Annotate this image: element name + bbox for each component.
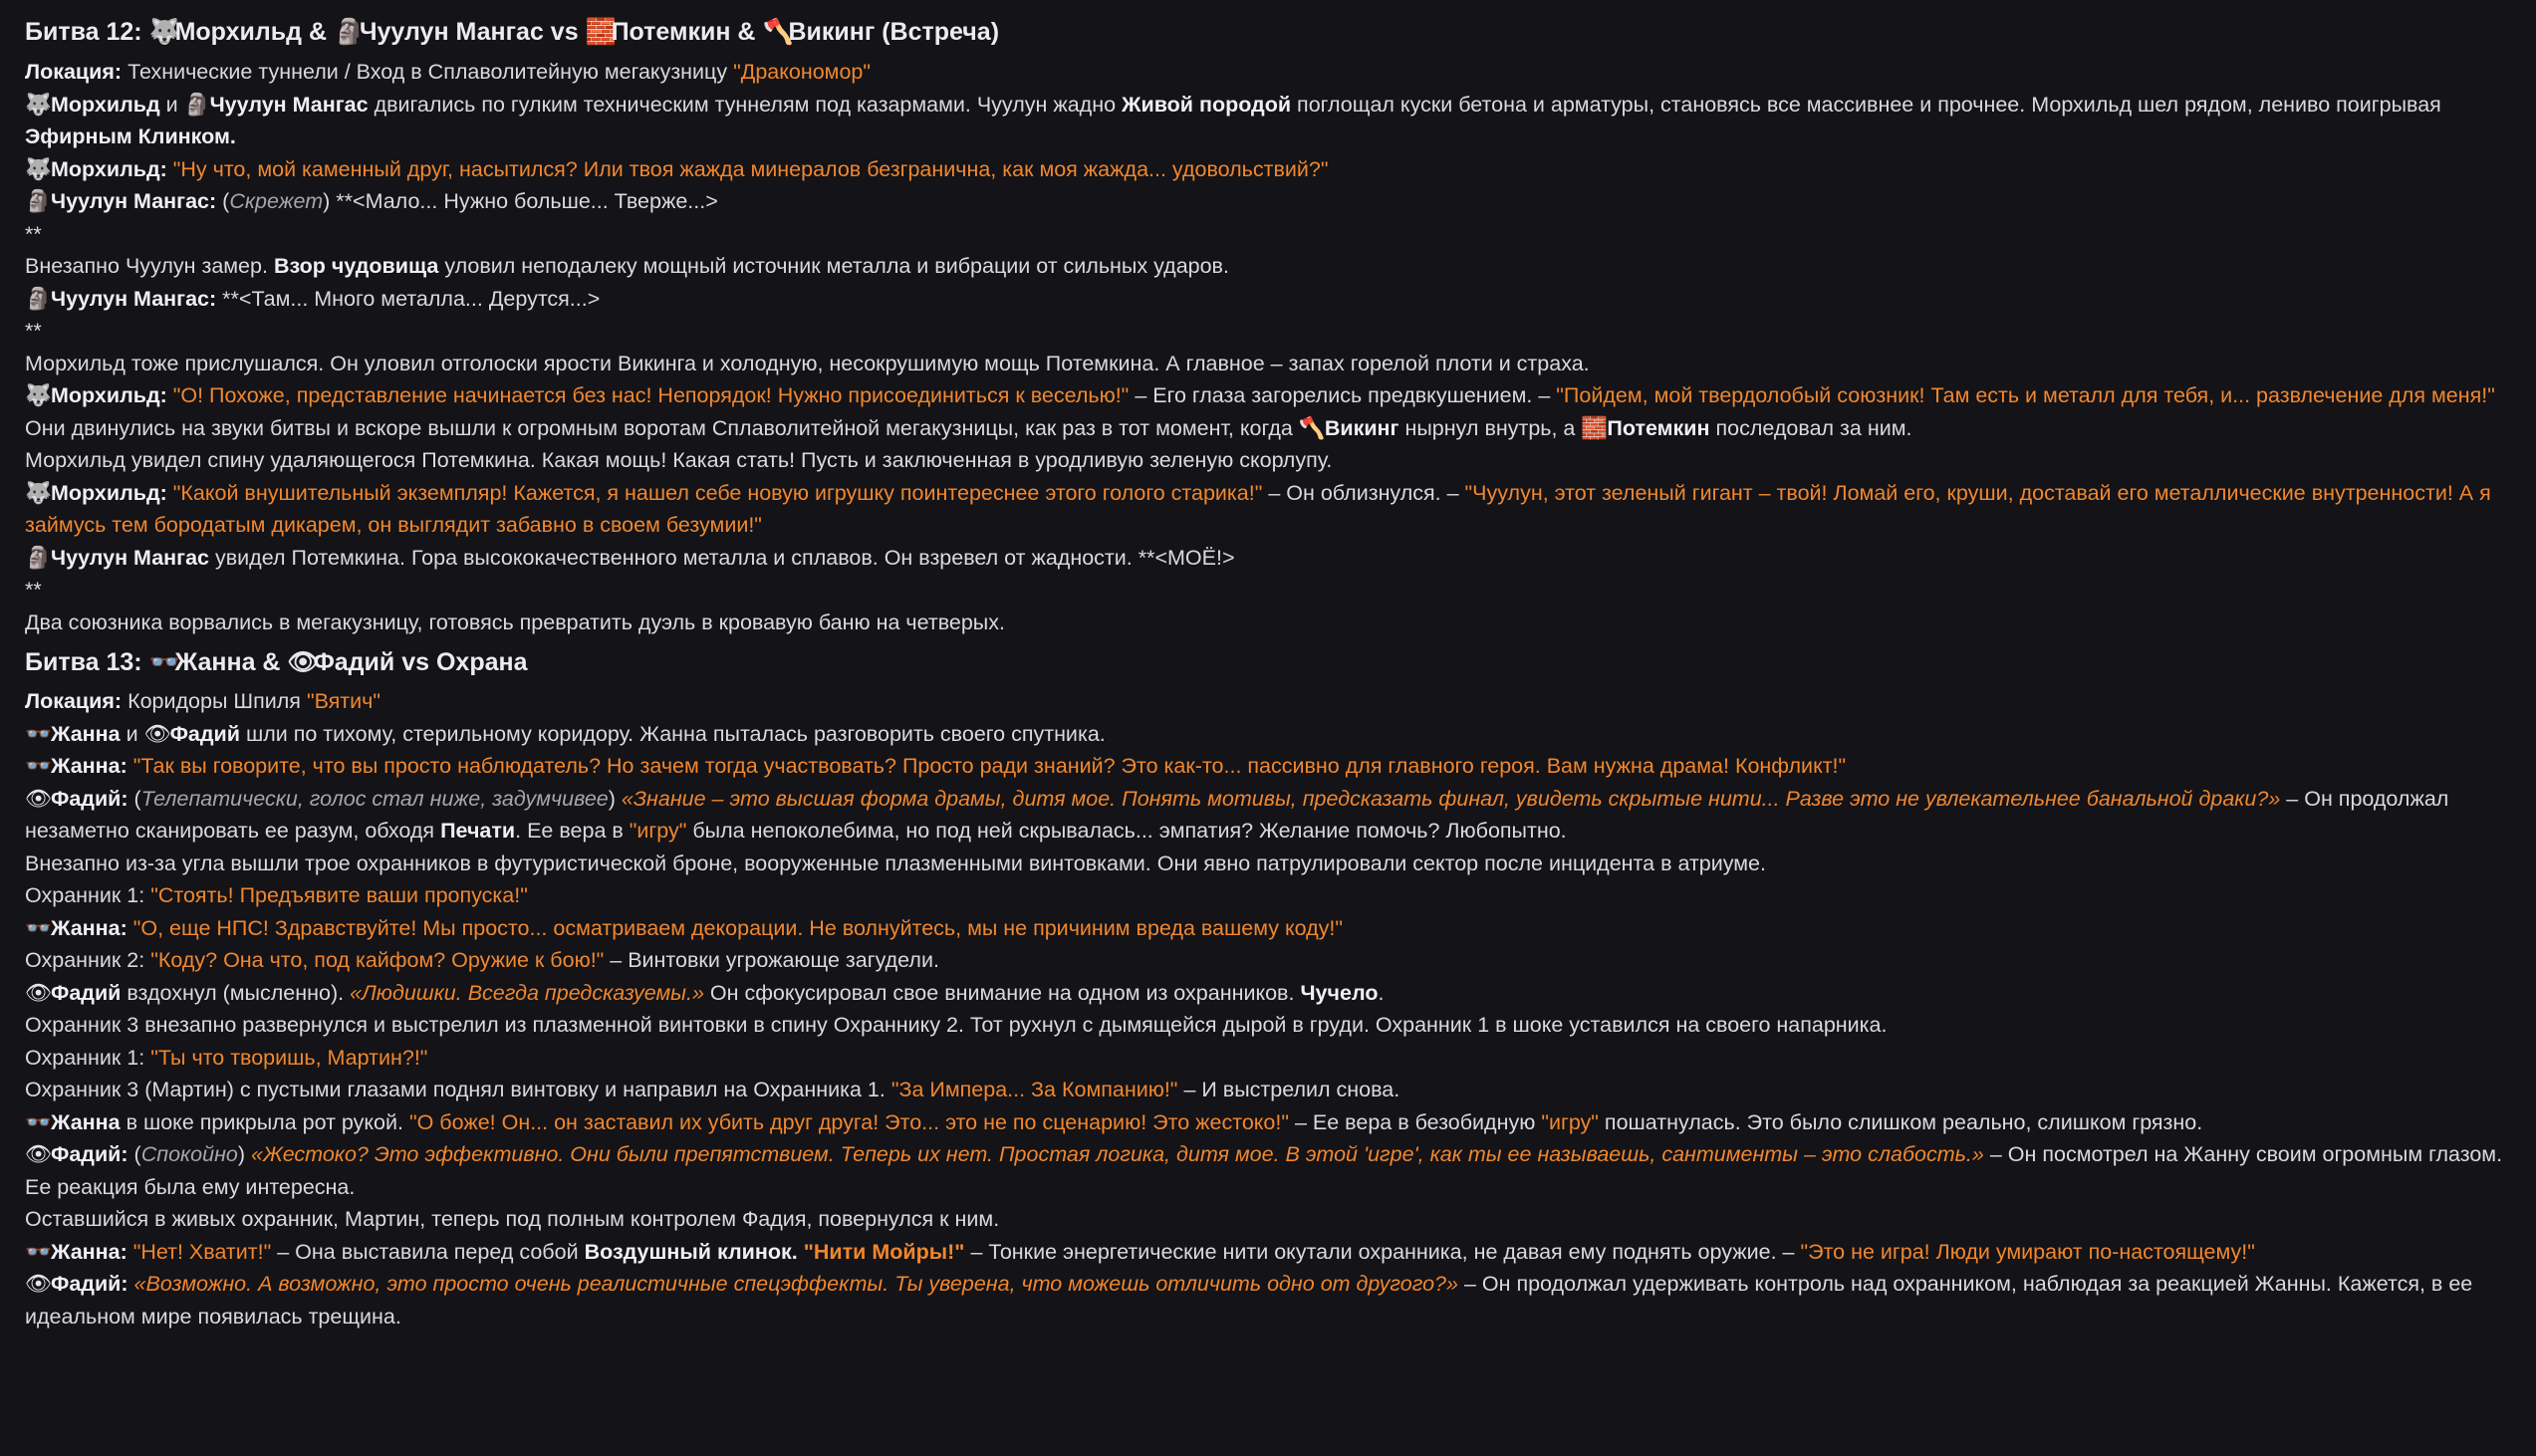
brick-icon: 🧱 — [1581, 415, 1609, 440]
battle-12-participant-potemkin: Потемкин & — [611, 18, 756, 46]
speaker: Охранник 1: — [25, 883, 145, 907]
location-quote: "Дракономор" — [733, 60, 871, 84]
dialogue-line — [25, 379, 2512, 412]
paragraph: Оставшийся в живых охранник, Мартин, теперь под полным контролем Фадия, повернулся к ним. — [25, 1207, 1000, 1231]
ability-seals: Печати — [440, 819, 516, 843]
paragraph: ** — [25, 578, 42, 602]
text: **<Мало... Нужно больше... Тверже...> — [336, 189, 718, 213]
quote: «Знание – это высшая форма драмы, дитя мое. Понять мотивы, предсказать финал, увидеть скрытые нити... Разве это не увлекательнее банальной драки?» — [621, 786, 2281, 811]
battle-13-location — [25, 685, 2512, 718]
paragraph — [25, 718, 2512, 751]
location-text: Технические туннели / Вход в Сплаволитейную мегакузницу — [127, 60, 728, 84]
wolf-icon: 🐺 — [148, 18, 180, 46]
stone-statue-icon: 🗿 — [25, 286, 52, 311]
text: в шоке прикрыла рот рукой. — [126, 1109, 403, 1134]
paragraph — [25, 250, 2512, 283]
speaker: Чуулун Мангас: — [51, 286, 217, 311]
glasses-icon: 👓 — [25, 754, 52, 778]
location-label: Локация: — [25, 689, 123, 713]
paragraph: Внезапно из-за угла вышли трое охранников в футуристической броне, вооруженные плазменными винтовками. Они явно патрулировали сектор после инцидента в атриуме. — [25, 850, 1766, 875]
quote: "Пойдем, мой твердолобый союзник! Там есть и металл для тебя, и... развлечение для меня!" — [1556, 383, 2495, 407]
dialogue-line — [25, 977, 2512, 1010]
paren: ( — [133, 1142, 141, 1166]
quote: "игру" — [1541, 1109, 1599, 1134]
glasses-icon: 👓 — [25, 1109, 52, 1134]
glasses-icon: 👓 — [25, 1239, 52, 1264]
speaker: Фадий — [51, 980, 122, 1005]
axe-icon: 🪓 — [1298, 415, 1326, 440]
text: уловил неподалеку мощный источник металла и вибрации от сильных ударов. — [444, 254, 1229, 278]
name-zhanna: Жанна — [51, 721, 121, 746]
text: нырнул внутрь, а — [1404, 415, 1576, 440]
ability-air-blade: Воздушный клинок — [584, 1239, 792, 1264]
quote: «Возможно. А возможно, это просто очень реалистичные спецэффекты. Ты уверена, что можешь отличить одно от другого?» — [133, 1272, 1458, 1296]
text: и — [126, 721, 138, 746]
text: – Он продолжал удерживать контроль над охранником, наблюдая за реакцией Жанны. Кажется, в ее идеальном мире появилась трещина. — [25, 1272, 2473, 1329]
battle-12-participant-viking: Викинг (Встреча) — [788, 18, 1000, 46]
speaker: Жанна: — [51, 754, 127, 778]
text: – И выстрелил снова. — [1183, 1078, 1400, 1101]
text: Охранник 3 (Мартин) с пустыми глазами поднял винтовку и направил на Охранника 1. — [25, 1078, 886, 1101]
text: и — [165, 92, 178, 117]
battle-13-heading — [25, 644, 2512, 680]
quote: "Так вы говорите, что вы просто наблюдатель? Но зачем тогда участвовать? Просто ради знаний? Это как-то... пассивно для главного героя. Вам нужна драма! Конфликт!" — [132, 754, 1847, 778]
text: поглощал куски бетона и арматуры, становясь все массивнее и прочнее. Морхильд шел рядом, лениво поигрывая — [1297, 92, 2441, 117]
speaker: Морхильд: — [51, 480, 167, 505]
paragraph — [25, 1074, 2512, 1106]
dialogue-line — [25, 185, 2512, 218]
battle-12-title-prefix: Битва 12: — [25, 18, 142, 46]
text: – Ее вера в безобидную — [1294, 1109, 1536, 1134]
eye-icon: 👁 — [25, 1142, 53, 1166]
speaker: Охранник 2: — [25, 948, 145, 972]
name-chuulun: Чуулун Мангас — [209, 92, 369, 117]
eye-icon: 👁 — [287, 648, 320, 676]
punctuation: . — [229, 124, 236, 148]
text: – Его глаза загорелись предвкушением. – — [1135, 383, 1551, 407]
text: увидел Потемкина. Гора высококачественного металла и сплавов. Он взревел от жадности. **<МОЁ!> — [215, 545, 1235, 570]
text: Он сфокусировал свое внимание на одном из охранников. — [709, 980, 1295, 1005]
paragraph: Охранник 3 внезапно развернулся и выстрелил из плазменной винтовки в спину Охраннику 2. Тот рухнул с дымящейся дырой в груди. Охранник 1 в шоке уставился на своего напарника. — [25, 1013, 1888, 1037]
eye-icon: 👁 — [25, 1272, 53, 1296]
quote: "Коду? Она что, под кайфом? Оружие к бою!" — [150, 948, 605, 972]
text: пошатнулась. Это было слишком реально, слишком грязно. — [1604, 1109, 2203, 1134]
text: Они двинулись на звуки битвы и вскоре вышли к огромным воротам Сплаволитейной мегакузницы, как раз в тот момент, когда — [25, 415, 1293, 440]
text: вздохнул (мысленно). — [127, 980, 345, 1005]
paragraph: ** — [25, 319, 42, 343]
stage-direction: Спокойно — [140, 1142, 238, 1166]
paren: ) — [323, 189, 331, 213]
eye-icon: 👁 — [25, 786, 53, 811]
dialogue-line — [25, 944, 2512, 977]
paragraph: Два союзника ворвались в мегакузницу, готовясь превратить дуэль в кровавую баню на четверых. — [25, 609, 1005, 634]
speaker: Жанна: — [51, 915, 127, 940]
stone-statue-icon: 🗿 — [25, 189, 52, 213]
battle-12-participant-chuulun: Чуулун Мангас vs — [359, 18, 579, 46]
paren: ( — [222, 189, 230, 213]
quote: "Стоять! Предъявите ваши пропуска!" — [150, 883, 528, 907]
stage-direction: Скрежет — [229, 189, 324, 213]
dialogue-line — [25, 153, 2512, 186]
ability-moira-threads: "Нити Мойры!" — [803, 1239, 965, 1264]
dialogue-line — [25, 1042, 2512, 1075]
quote: "Это не игра! Люди умирают по-настоящему!" — [1800, 1239, 2255, 1264]
wolf-icon: 🐺 — [25, 480, 52, 505]
quote: "Нет! Хватит!" — [132, 1239, 272, 1264]
dialogue-line — [25, 783, 2512, 848]
quote: "О! Похоже, представление начинается без нас! Непорядок! Нужно присоединиться к веселью!" — [172, 383, 1130, 407]
stage-direction: Телепатически, голос стал ниже, задумчивее — [140, 786, 609, 811]
name-fadiy: Фадий — [169, 721, 240, 746]
paragraph — [25, 542, 2512, 575]
paren: ( — [133, 786, 141, 811]
speaker: Жанна: — [51, 1239, 127, 1264]
eye-icon: 👁 — [25, 980, 53, 1005]
quote: "Ты что творишь, Мартин?!" — [150, 1045, 428, 1070]
axe-icon: 🪓 — [762, 18, 794, 46]
paragraph — [25, 89, 2512, 153]
glasses-icon: 👓 — [25, 915, 52, 940]
quote: "игру" — [629, 819, 687, 843]
dialogue-line — [25, 1106, 2512, 1139]
paragraph: Морхильд тоже прислушался. Он уловил отголоски ярости Викинга и холодную, несокрушимую мощь Потемкина. А главное – запах горелой плоти и страха. — [25, 351, 1590, 375]
quote: "О, еще НПС! Здравствуйте! Мы просто... осматриваем декорации. Не волнуйтесь, мы не причиним вреда вашему коду!" — [132, 915, 1344, 940]
quote: "Ну что, мой каменный друг, насытился? Или твоя жажда минералов безгранична, как моя жажда... удовольствий?" — [172, 156, 1329, 181]
paragraph — [25, 412, 2512, 445]
dialogue-line — [25, 912, 2512, 945]
quote: «Людишки. Всегда предсказуемы.» — [350, 980, 704, 1005]
ability-scarecrow: Чучело — [1300, 980, 1379, 1005]
dialogue-line — [25, 1138, 2512, 1203]
text: была непоколебима, но под ней скрывалась... эмпатия? Желание помочь? Любопытно. — [692, 819, 1567, 843]
name-chuulun: Чуулун Мангас — [51, 545, 210, 570]
paragraph: Морхильд увидел спину удаляющегося Потемкина. Какая мощь! Какая стать! Пусть и заключенная в уродливую зеленую скорлупу. — [25, 448, 1333, 472]
ability-monster-gaze: Взор чудовища — [273, 254, 439, 278]
text: . Ее вера в — [515, 819, 624, 843]
text: – Он облизнулся. – — [1268, 480, 1459, 505]
quote: "За Импера... За Компанию!" — [890, 1078, 1178, 1101]
battle-12-heading — [25, 14, 2512, 50]
speaker: Фадий: — [51, 786, 128, 811]
name-morhild: Морхильд — [51, 92, 160, 117]
dialogue-line — [25, 477, 2512, 542]
ability-ether-blade: Эфирным Клинком — [25, 124, 230, 148]
wolf-icon: 🐺 — [25, 156, 52, 181]
glasses-icon: 👓 — [148, 648, 180, 676]
speaker: Фадий: — [51, 1272, 128, 1296]
dialogue-line — [25, 1236, 2512, 1269]
quote: «Жестоко? Это эффективно. Они были препятствием. Теперь их нет. Простая логика, дитя мое. В этой 'игре', как ты ее называешь, сантименты – это слабость.» — [251, 1142, 1984, 1166]
brick-icon: 🧱 — [585, 18, 617, 46]
paren: ) — [608, 786, 616, 811]
text: последовал за ним. — [1715, 415, 1912, 440]
speaker: Морхильд: — [51, 156, 167, 181]
dialogue-line — [25, 750, 2512, 783]
wolf-icon: 🐺 — [25, 383, 52, 407]
battle-13-participant-zhanna: Жанна & — [174, 648, 281, 676]
dialogue-line — [25, 283, 2512, 316]
battle-13-title-prefix: Битва 13: — [25, 648, 142, 676]
quote: "Чуулун, этот зеленый гигант – твой! Ломай его, круши, доставай его металлические внутренности! А я займусь тем бородатым дикарем, он выглядит забавно в своем безумии!" — [25, 480, 2491, 537]
location-quote: "Вятич" — [306, 689, 381, 713]
text: Внезапно Чуулун замер. — [25, 254, 268, 278]
glasses-icon: 👓 — [25, 721, 52, 746]
speaker: Фадий: — [51, 1142, 128, 1166]
quote: "Какой внушительный экземпляр! Кажется, я нашел себе новую игрушку поинтереснее этого голого старика!" — [172, 480, 1263, 505]
text: – Она выставила перед собой — [277, 1239, 579, 1264]
text: – Он продолжал незаметно сканировать ее разум, обходя — [25, 786, 2449, 843]
text: шли по тихому, стерильному коридору. Жанна пыталась разговорить своего спутника. — [245, 721, 1106, 746]
ability-living-rock: Живой породой — [1122, 92, 1292, 117]
name-viking: Викинг — [1324, 415, 1399, 440]
quote: "О боже! Он... он заставил их убить друг друга! Это... это не по сценарию! Это жестоко!" — [408, 1109, 1289, 1134]
stone-statue-icon: 🗿 — [183, 92, 211, 117]
text: – Он посмотрел на Жанну своим огромным глазом. Ее реакция была ему интересна. — [25, 1142, 2503, 1199]
stone-statue-icon: 🗿 — [333, 18, 366, 46]
speaker: Охранник 1: — [25, 1045, 145, 1070]
stone-statue-icon: 🗿 — [25, 545, 52, 570]
speaker: Морхильд: — [51, 383, 167, 407]
punctuation: . — [1378, 980, 1385, 1005]
text: **<Там... Много металла... Дерутся...> — [222, 286, 601, 311]
paragraph: ** — [25, 221, 42, 246]
paren: ) — [237, 1142, 246, 1166]
eye-icon: 👁 — [143, 721, 171, 746]
text: – Тонкие энергетические нити окутали охранника, не давая ему поднять оружие. – — [970, 1239, 1795, 1264]
name-potemkin: Потемкин — [1607, 415, 1710, 440]
battle-12-location — [25, 56, 2512, 89]
speaker: Жанна — [51, 1109, 121, 1134]
text: – Винтовки угрожающе загудели. — [610, 948, 939, 972]
dialogue-line — [25, 879, 2512, 912]
wolf-icon: 🐺 — [25, 92, 52, 117]
text: двигались по гулким техническим туннелям под казармами. Чуулун жадно — [374, 92, 1117, 117]
punctuation: . — [791, 1239, 798, 1264]
battle-13-participant-fadiy: Фадий vs Охрана — [313, 648, 528, 676]
dialogue-line — [25, 1268, 2512, 1333]
location-label: Локация: — [25, 60, 123, 84]
battle-12-participant-morhild: Морхильд & — [174, 18, 327, 46]
speaker: Чуулун Мангас: — [51, 189, 217, 213]
location-text: Коридоры Шпиля — [127, 689, 301, 713]
